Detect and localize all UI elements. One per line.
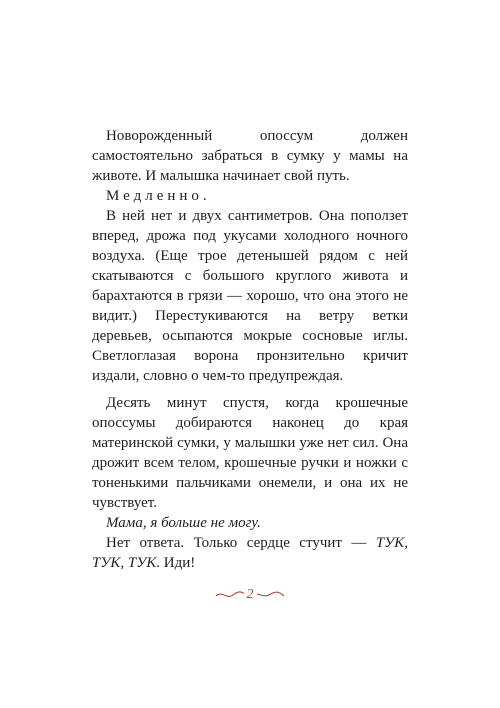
heartbeat-italic: ТУК, ТУК, ТУК <box>92 535 408 571</box>
paragraph-ten-minutes: Десять минут спустя, когда крошечные опоссумы добираются наконец до края материнской сумки, у малышки уже нет сил. Она дрожит всем телом, крошечные ручки и ножки с тоненькими пальчиками онемели, и она их не чувствует. <box>92 395 408 511</box>
paragraph-crawl: В ней нет и двух сантиметров. Она поползет вперед, дрожа под укусами холодного ночного воздуха. (Еще трое детенышей рядом с ней скатываются с большого круглого живота и барахтаются в грязи — хорошо, что она этого не видит.) Перестукиваются на ветру ветки деревьев, осыпаются мокрые сосновые иглы. Светлоглазая ворона пронзительно кричит издали, словно о чем-то предупреждая. <box>92 208 408 384</box>
body-text <box>92 126 408 573</box>
heartbeat-tail: . Иди! <box>156 555 196 571</box>
paragraph-opening: Новорожденный опоссум должен самостоятельно забраться в сумку у мамы на животе. И малышка начинает свой путь. <box>92 128 408 184</box>
heartbeat-text: Нет ответа. Только сердце стучит — <box>106 535 376 551</box>
paragraph-heartbeat <box>92 533 408 573</box>
paragraph-thought: Мама, я больше не могу. <box>106 515 261 531</box>
spaced-word-slowly: Медленно. <box>106 188 211 204</box>
page-number-ornament <box>214 586 286 604</box>
paragraph-slowly <box>92 186 408 206</box>
page-number: 2 <box>244 587 257 603</box>
